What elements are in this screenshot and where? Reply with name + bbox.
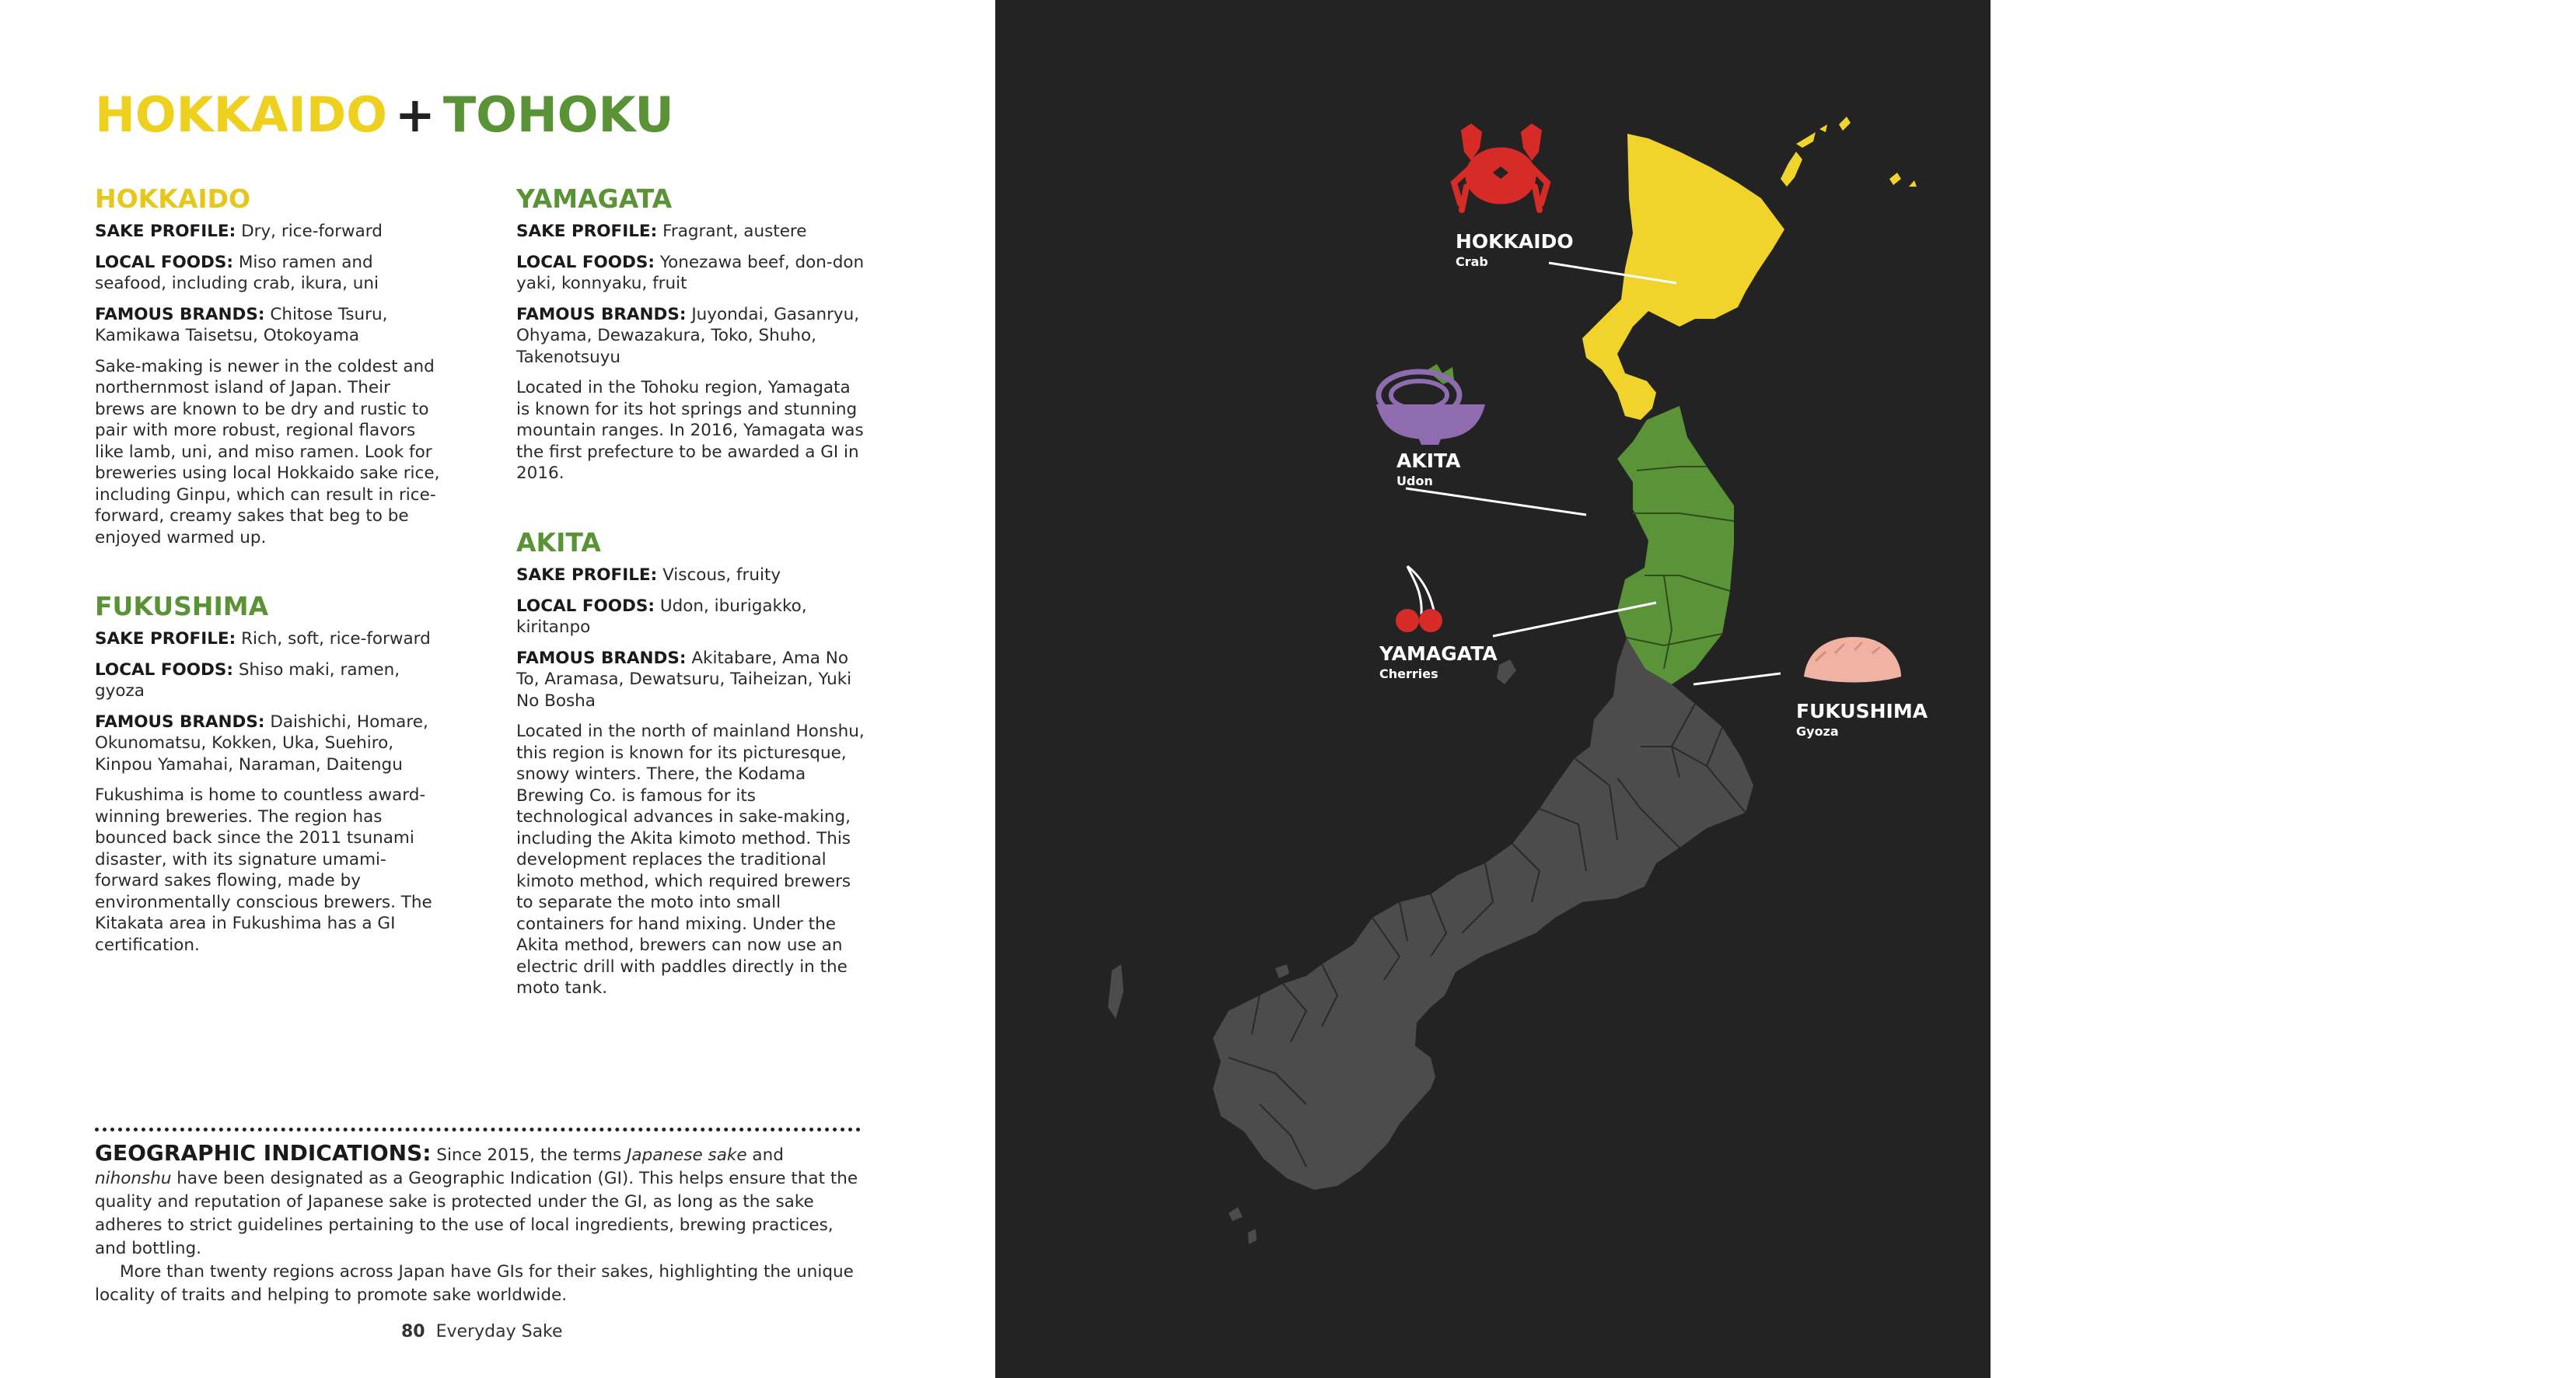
local-foods-label: LOCAL FOODS: xyxy=(516,252,655,272)
region-hokkaido xyxy=(95,184,445,558)
local-foods xyxy=(95,252,445,295)
gyoza-icon xyxy=(1804,637,1901,682)
map-label-name: FUKUSHIMA xyxy=(1796,700,1928,722)
famous-brands-value: Chitose Tsuru, Kamikawa Taisetsu, Otokoyama xyxy=(95,304,388,345)
sake-profile-value: Viscous, fruity xyxy=(662,565,781,585)
page-title xyxy=(95,84,674,146)
sake-profile-label: SAKE PROFILE: xyxy=(95,222,236,241)
famous-brands xyxy=(95,304,445,347)
map-label-yamagata xyxy=(1379,642,1498,683)
famous-brands-label: FAMOUS BRANDS: xyxy=(95,712,265,732)
leader-line xyxy=(1693,673,1781,684)
japan-map xyxy=(995,0,1991,1378)
local-foods-value: Shiso maki, ramen, gyoza xyxy=(95,659,400,701)
region-description: Sake-making is newer in the coldest and northernmost island of Japan. Their brews are known to be dry and rustic to pair with more robust, regional flavors like lamb, uni, and miso ramen. Look for breweries using local Hokkaido sake rice, including Ginpu, which can result in rice-forward, creamy sakes that beg to be enjoyed warmed up. xyxy=(95,356,440,547)
gi-text-1: Since 2015, the terms xyxy=(431,1145,627,1165)
udon-bowl-icon xyxy=(1376,364,1485,445)
map-label-hokkaido xyxy=(1456,230,1574,271)
folio-right xyxy=(2441,1322,2576,1341)
map-label-food: Udon xyxy=(1396,474,1433,488)
local-foods xyxy=(516,596,866,638)
local-foods-label: LOCAL FOODS: xyxy=(95,252,233,272)
region-fukushima xyxy=(95,591,445,965)
title-tohoku: TOHOKU xyxy=(442,86,674,143)
cherries-icon xyxy=(1396,566,1442,632)
book-title: Everyday Sake xyxy=(435,1322,563,1341)
famous-brands xyxy=(95,712,445,776)
map-label-food: Gyoza xyxy=(1796,724,1839,739)
famous-brands-value: Akitabare, Ama No To, Aramasa, Dewatsuru, Taiheizan, Yuki No Bosha xyxy=(516,648,852,711)
honshu-shape xyxy=(1213,638,1753,1190)
sake-profile xyxy=(95,628,445,650)
famous-brands-label: FAMOUS BRANDS: xyxy=(95,304,265,324)
dotted-divider xyxy=(95,1128,861,1131)
page-number: 81 xyxy=(2552,1322,2576,1341)
sake-profile-label: SAKE PROFILE: xyxy=(95,629,236,649)
region-heading: YAMAGATA xyxy=(516,184,673,214)
map-label-food: Cherries xyxy=(1379,666,1438,681)
map-label-akita xyxy=(1396,449,1460,490)
title-plus: + xyxy=(394,86,435,143)
famous-brands-label: FAMOUS BRANDS: xyxy=(516,304,687,324)
gi-term-nihonshu: nihonshu xyxy=(95,1169,172,1188)
region-yamagata xyxy=(516,184,866,494)
local-foods xyxy=(95,659,445,702)
gi-text-3: have been designated as a Geographic Indication (GI). This helps ensure that the quality and reputation of Japanese sake is protected under the GI, as long as the sake adheres to strict guidelines pertaining to the use of local ingredients, brewing practices, and bottling. xyxy=(95,1169,858,1258)
region-heading: FUKUSHIMA xyxy=(95,591,269,621)
sake-profile-value: Rich, soft, rice-forward xyxy=(241,629,431,649)
sake-profile xyxy=(95,221,445,243)
folio-left xyxy=(401,1322,563,1341)
local-foods-value: Yonezawa beef, don-don yaki, konnyaku, fruit xyxy=(516,252,865,293)
local-foods-value: Udon, iburigakko, kiritanpo xyxy=(516,596,807,637)
gi-text-2: and xyxy=(746,1145,784,1165)
famous-brands xyxy=(516,648,866,712)
gi-heading: GEOGRAPHIC INDICATIONS: xyxy=(95,1140,432,1166)
right-page xyxy=(995,0,2576,1378)
famous-brands-label: FAMOUS BRANDS: xyxy=(516,648,687,668)
tsushima-island xyxy=(1108,964,1124,1019)
sake-profile-value: Fragrant, austere xyxy=(662,222,807,241)
local-foods-label: LOCAL FOODS: xyxy=(95,659,233,680)
region-heading: HOKKAIDO xyxy=(95,184,251,214)
famous-brands-value: Juyondai, Gasanryu, Ohyama, Dewazakura, Toko, Shuho, Takenotsuyu xyxy=(516,304,860,367)
left-page xyxy=(0,0,995,1378)
kuril-islands xyxy=(1781,117,1917,187)
gi-paragraph-1 xyxy=(95,1142,861,1261)
oki-island xyxy=(1275,964,1289,978)
sado-island xyxy=(1497,659,1516,684)
region-description: Fukushima is home to countless award-winning breweries. The region has bounced back since the 2011 tsunami disaster, with its signature umami-forward sakes flowing, made by environmentally conscious brewers. The Kitakata area in Fukushima has a GI certification. xyxy=(95,785,432,955)
map-label-name: AKITA xyxy=(1396,449,1461,472)
sake-profile-value: Dry, rice-forward xyxy=(241,222,383,241)
crab-icon xyxy=(1454,124,1547,210)
gi-term-japanese-sake: Japanese sake xyxy=(627,1145,747,1165)
sake-profile-label: SAKE PROFILE: xyxy=(516,222,658,241)
sake-profile xyxy=(516,565,866,586)
region-description: Located in the Tohoku region, Yamagata is known for its hot springs and stunning mountain ranges. In 2016, Yamagata was the first prefecture to be awarded a GI in 2016. xyxy=(516,378,864,483)
region-akita xyxy=(516,527,866,1009)
local-foods-value: Miso ramen and seafood, including crab, ikura, uni xyxy=(95,252,379,293)
geographic-indications-box xyxy=(95,1142,861,1307)
section-title: Understand xyxy=(2441,1322,2542,1341)
gi-paragraph-2: More than twenty regions across Japan have GIs for their sakes, highlighting the unique locality of traits and helping to promote sake worldwide. xyxy=(95,1262,854,1305)
map-label-food: Crab xyxy=(1456,254,1488,269)
region-description: Located in the north of mainland Honshu, this region is known for its picturesque, snowy winters. There, the Kodama Brewing Co. is famous for its technological advances in sake-making, including the Akita kimoto method. This development replaces the traditional kimoto method, which required brewers to separate the moto into small containers for hand mixing. Under the Akita method, brewers can now use an electric drill with paddles directly in the moto tank. xyxy=(516,722,865,998)
leader-line xyxy=(1406,488,1586,515)
region-heading: AKITA xyxy=(516,527,601,558)
map-label-fukushima xyxy=(1796,700,1928,740)
famous-brands xyxy=(516,304,866,369)
sake-profile-label: SAKE PROFILE: xyxy=(516,565,658,585)
hokkaido-shape xyxy=(1582,134,1784,420)
famous-brands-value: Daishichi, Homare, Okunomatsu, Kokken, Uka, Suehiro, Kinpou Yamahai, Naraman, Daitengu xyxy=(95,712,428,775)
title-hokkaido: HOKKAIDO xyxy=(95,86,387,143)
local-foods-label: LOCAL FOODS: xyxy=(516,596,655,616)
sake-profile xyxy=(516,221,866,243)
local-foods xyxy=(516,252,866,295)
map-label-name: HOKKAIDO xyxy=(1456,230,1574,253)
page-number: 80 xyxy=(401,1322,425,1341)
map-label-name: YAMAGATA xyxy=(1379,642,1498,665)
